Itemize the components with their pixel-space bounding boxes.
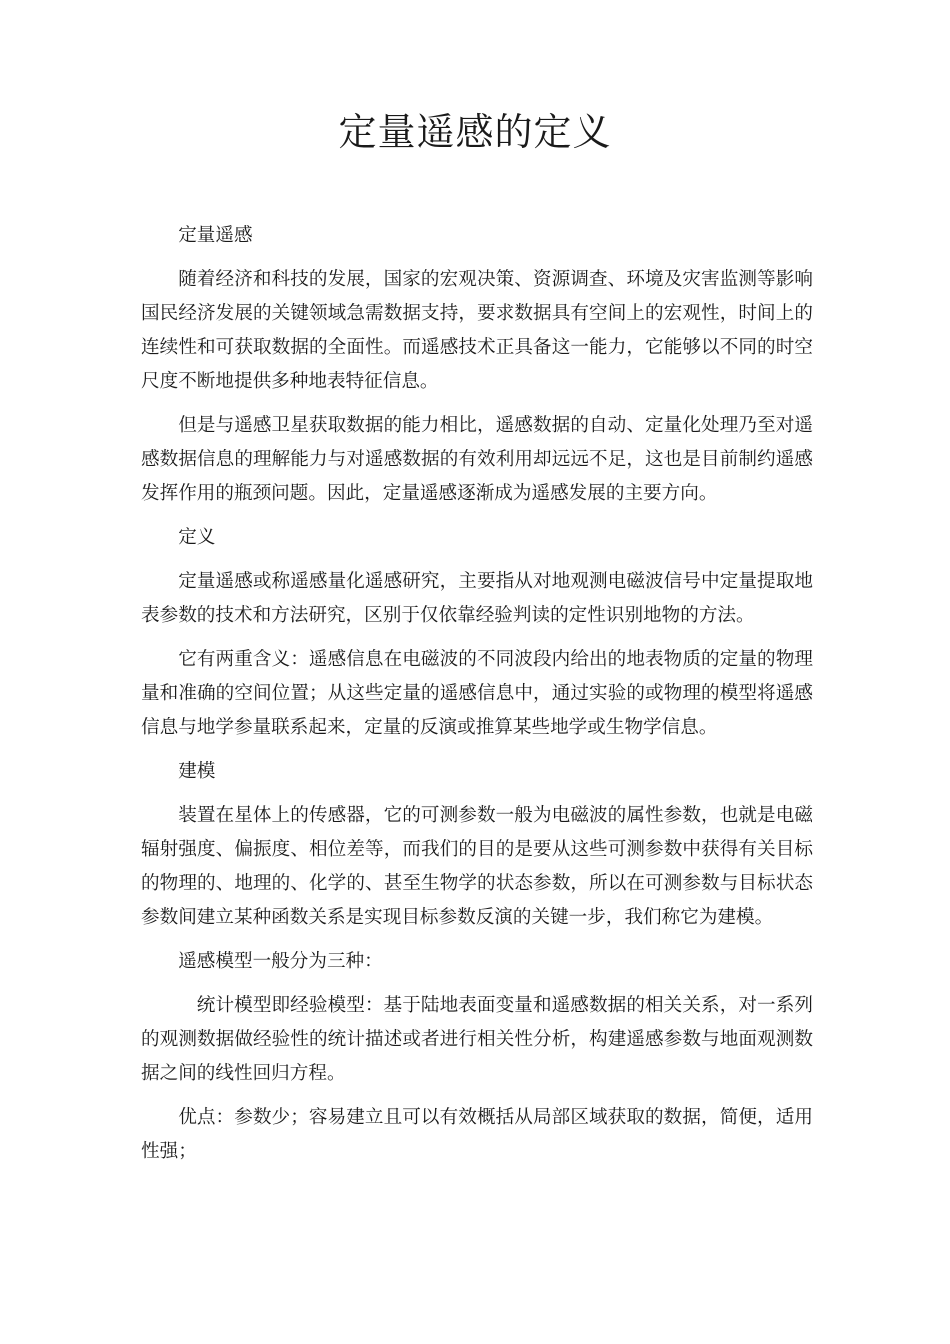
- section-heading-quantitative-remote-sensing: 定量遥感: [178, 225, 253, 246]
- paragraph-background: 随着经济和科技的发展，国家的宏观决策、资源调查、环境及灾害监测等影响国民经济发展的关键领域急需数据支持，要求数据具有空间上的宏观性，时间上的连续性和可获取数据的全面性。而遥感技术正具备这一能力，它能够以不同的时空尺度不断地提供多种地表特征信息。: [141, 269, 813, 392]
- paragraph-limitations: 但是与遥感卫星获取数据的能力相比，遥感数据的自动、定量化处理乃至对遥感数据信息的理解能力与对遥感数据的有效利用却远远不足，这也是目前制约遥感发挥作用的瓶颈问题。因此，定量遥感逐渐成为遥感发展的主要方向。: [141, 415, 813, 504]
- section-heading-definition: 定义: [178, 527, 216, 548]
- page-title: 定量遥感的定义: [338, 110, 612, 154]
- paragraph-model-types-intro: 遥感模型一般分为三种：: [178, 951, 383, 972]
- paragraph-statistical-model: 统计模型即经验模型：基于陆地表面变量和遥感数据的相关关系，对一系列的观测数据做经验性的统计描述或者进行相关性分析，构建遥感参数与地面观测数据之间的线性回归方程。: [141, 995, 813, 1084]
- document-body: [141, 219, 813, 1179]
- paragraph-modeling: 装置在星体上的传感器，它的可测参数一般为电磁波的属性参数，也就是电磁辐射强度、偏振度、相位差等，而我们的目的是要从这些可测参数中获得有关目标的物理的、地理的、化学的、甚至生物学的状态参数，所以在可测参数与目标状态参数间建立某种函数关系是实现目标参数反演的关键一步，我们称它为建模。: [141, 805, 813, 928]
- paragraph-advantages: 优点：参数少；容易建立且可以有效概括从局部区域获取的数据，简便，适用性强；: [141, 1107, 813, 1162]
- section-heading-modeling: 建模: [178, 761, 216, 782]
- paragraph-definition: 定量遥感或称遥感量化遥感研究，主要指从对地观测电磁波信号中定量提取地表参数的技术和方法研究，区别于仅依靠经验判读的定性识别地物的方法。: [141, 571, 813, 626]
- paragraph-two-meanings: 它有两重含义：遥感信息在电磁波的不同波段内给出的地表物质的定量的物理量和准确的空间位置；从这些定量的遥感信息中，通过实验的或物理的模型将遥感信息与地学参量联系起来，定量的反演或推算某些地学或生物学信息。: [141, 649, 813, 738]
